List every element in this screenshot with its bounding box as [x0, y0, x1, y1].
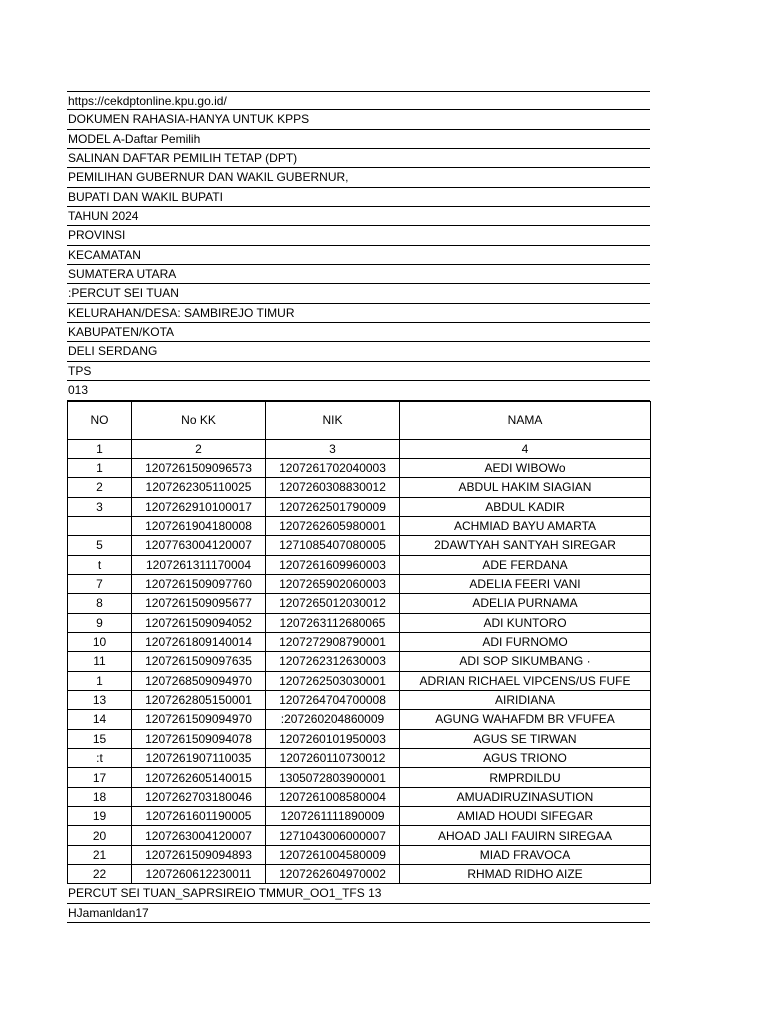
row-nama-cell: AMIAD HOUDI SIFEGAR	[400, 807, 651, 826]
table-row	[68, 787, 651, 806]
table-row	[68, 729, 651, 748]
table-row	[68, 536, 651, 555]
row-no-kk-cell: 1207261601190005	[132, 807, 266, 826]
row-nama-cell: ABDUL KADIR	[400, 497, 651, 516]
header-line: PEMILIHAN GUBERNUR DAN WAKIL GUBERNUR,	[67, 168, 650, 187]
row-no-cell: :t	[68, 749, 132, 768]
row-no-kk-cell: 1207261904180008	[132, 516, 266, 535]
row-no-cell: 14	[68, 710, 132, 729]
row-nama-cell: ACHMIAD BAYU AMARTA	[400, 516, 651, 535]
voter-rows	[68, 458, 651, 884]
row-no-cell: 5	[68, 536, 132, 555]
row-nama-cell: AGUS TRIONO	[400, 749, 651, 768]
row-no-kk-cell: 1207261509094970	[132, 710, 266, 729]
row-no-kk-cell: 1207261509097760	[132, 574, 266, 593]
header-line: DOKUMEN RAHASIA-HANYA UNTUK KPPS	[67, 110, 650, 129]
row-nik-cell: 1207261004580009	[266, 845, 400, 864]
table-row	[68, 497, 651, 516]
header-line: PROVINSI	[67, 226, 650, 245]
row-nik-cell: 1207262312630003	[266, 652, 400, 671]
table-row	[68, 845, 651, 864]
row-no-kk-cell: 1207262305110025	[132, 478, 266, 497]
row-no-kk-cell: 1207260612230011	[132, 865, 266, 884]
row-no-kk-cell: 1207763004120007	[132, 536, 266, 555]
row-no-kk-cell: 1207261509094893	[132, 845, 266, 864]
row-nama-cell: AMUADIRUZINASUTION	[400, 787, 651, 806]
document-sheet	[67, 91, 650, 923]
row-no-cell: 8	[68, 594, 132, 613]
row-nik-cell: 1207260101950003	[266, 729, 400, 748]
row-no-cell: 10	[68, 632, 132, 651]
table-row	[68, 516, 651, 535]
row-no-cell: 22	[68, 865, 132, 884]
header-line: BUPATI DAN WAKIL BUPATI	[67, 188, 650, 207]
row-nik-cell: 1271043006000007	[266, 826, 400, 845]
row-no-cell: 2	[68, 478, 132, 497]
header-line: :PERCUT SEI TUAN	[67, 284, 650, 303]
table-row	[68, 458, 651, 477]
table-row	[68, 632, 651, 651]
column-header-no: NO	[68, 401, 132, 439]
row-nik-cell: 1207262604970002	[266, 865, 400, 884]
row-no-cell: 17	[68, 768, 132, 787]
header-line: TAHUN 2024	[67, 207, 650, 226]
row-no-kk-cell: 1207261907110035	[132, 749, 266, 768]
row-no-cell: 18	[68, 787, 132, 806]
row-no-kk-cell: 1207261509096573	[132, 458, 266, 477]
column-index-row	[68, 439, 651, 458]
header-line: DELI SERDANG	[67, 342, 650, 361]
row-nik-cell: 1271085407080005	[266, 536, 400, 555]
footer-line: HJamanldan17	[67, 904, 650, 923]
row-no-cell: 21	[68, 845, 132, 864]
row-no-cell: 15	[68, 729, 132, 748]
row-nik-cell: 1207265012030012	[266, 594, 400, 613]
table-row	[68, 865, 651, 884]
row-nik-cell: 1207263112680065	[266, 613, 400, 632]
column-header-nik: NIK	[266, 401, 400, 439]
table-row	[68, 671, 651, 690]
row-nik-cell: 1207265902060003	[266, 574, 400, 593]
row-nama-cell: ADELIA FEERI VANI	[400, 574, 651, 593]
row-nik-cell: 1207264704700008	[266, 690, 400, 709]
row-nik-cell: 1207261609960003	[266, 555, 400, 574]
header-line: SALINAN DAFTAR PEMILIH TETAP (DPT)	[67, 149, 650, 168]
row-nik-cell: 1207260308830012	[266, 478, 400, 497]
document-header	[67, 91, 650, 401]
header-line: KECAMATAN	[67, 246, 650, 265]
row-nik-cell: 1207272908790001	[266, 632, 400, 651]
header-line: 013	[67, 381, 650, 400]
row-no-kk-cell: 1207268509094970	[132, 671, 266, 690]
table-row	[68, 574, 651, 593]
voter-list-table	[67, 401, 651, 885]
table-row	[68, 690, 651, 709]
table-header-row	[68, 401, 651, 439]
row-no-cell: 20	[68, 826, 132, 845]
row-no-cell: 3	[68, 497, 132, 516]
row-nik-cell: 1305072803900001	[266, 768, 400, 787]
column-index-cell: 1	[68, 439, 132, 458]
row-nama-cell: AGUNG WAHAFDM BR VFUFEA	[400, 710, 651, 729]
row-no-cell: 7	[68, 574, 132, 593]
column-index-cell: 3	[266, 439, 400, 458]
row-nama-cell: 2DAWTYAH SANTYAH SIREGAR	[400, 536, 651, 555]
table-row	[68, 613, 651, 632]
table-row	[68, 768, 651, 787]
row-nama-cell: ADI FURNOMO	[400, 632, 651, 651]
row-nama-cell: ADELIA PURNAMA	[400, 594, 651, 613]
footer-line: PERCUT SEI TUAN_SAPRSIREIO TMMUR_OO1_TFS 13	[67, 884, 650, 903]
row-no-cell: 1	[68, 458, 132, 477]
header-line: KELURAHAN/DESA: SAMBIREJO TIMUR	[67, 304, 650, 323]
row-nik-cell: 1207262503030001	[266, 671, 400, 690]
row-no-cell: 1	[68, 671, 132, 690]
row-nik-cell: 1207261008580004	[266, 787, 400, 806]
row-no-cell: 13	[68, 690, 132, 709]
row-nik-cell: 1207261111890009	[266, 807, 400, 826]
row-nama-cell: AHOAD JALI FAUIRN SIREGAA	[400, 826, 651, 845]
table-row	[68, 652, 651, 671]
row-nik-cell: :207260204860009	[266, 710, 400, 729]
header-line: SUMATERA UTARA	[67, 265, 650, 284]
column-header-nama: NAMA	[400, 401, 651, 439]
row-nik-cell: 1207262605980001	[266, 516, 400, 535]
column-index-cell: 2	[132, 439, 266, 458]
table-row	[68, 826, 651, 845]
row-nama-cell: RMPRDILDU	[400, 768, 651, 787]
row-no-kk-cell: 1207261509094052	[132, 613, 266, 632]
document-footer	[67, 884, 650, 923]
row-nama-cell: ADE FERDANA	[400, 555, 651, 574]
row-no-kk-cell: 1207262910100017	[132, 497, 266, 516]
row-no-kk-cell: 1207261509094078	[132, 729, 266, 748]
row-nik-cell: 1207262501790009	[266, 497, 400, 516]
header-line: MODEL A-Daftar Pemilih	[67, 130, 650, 149]
row-nik-cell: 1207260110730012	[266, 749, 400, 768]
row-no-cell	[68, 516, 132, 535]
row-no-kk-cell: 1207262703180046	[132, 787, 266, 806]
column-index-cell: 4	[400, 439, 651, 458]
row-nama-cell: ADI SOP SIKUMBANG ·	[400, 652, 651, 671]
row-nama-cell: RHMAD RIDHO AIZE	[400, 865, 651, 884]
table-row	[68, 594, 651, 613]
row-no-kk-cell: 1207262605140015	[132, 768, 266, 787]
row-nama-cell: AEDI WIBOWo	[400, 458, 651, 477]
table-row	[68, 710, 651, 729]
row-no-kk-cell: 1207261311170004	[132, 555, 266, 574]
table-row	[68, 749, 651, 768]
row-nama-cell: AGUS SE TIRWAN	[400, 729, 651, 748]
row-nama-cell: AIRIDIANA	[400, 690, 651, 709]
table-row	[68, 555, 651, 574]
row-no-kk-cell: 1207263004120007	[132, 826, 266, 845]
row-no-kk-cell: 1207261809140014	[132, 632, 266, 651]
row-nik-cell: 1207261702040003	[266, 458, 400, 477]
row-no-kk-cell: 1207262805150001	[132, 690, 266, 709]
row-no-kk-cell: 1207261509097635	[132, 652, 266, 671]
table-row	[68, 807, 651, 826]
row-no-cell: 19	[68, 807, 132, 826]
row-nama-cell: ABDUL HAKIM SIAGIAN	[400, 478, 651, 497]
row-no-cell: 9	[68, 613, 132, 632]
row-no-cell: t	[68, 555, 132, 574]
column-header-no-kk: No KK	[132, 401, 266, 439]
row-nama-cell: ADRIAN RICHAEL VIPCENS/US FUFE	[400, 671, 651, 690]
header-line: https://cekdptonline.kpu.go.id/	[67, 91, 650, 110]
header-line: KABUPATEN/KOTA	[67, 323, 650, 342]
row-no-cell: 11	[68, 652, 132, 671]
header-line: TPS	[67, 362, 650, 381]
row-nama-cell: MIAD FRAVOCA	[400, 845, 651, 864]
row-no-kk-cell: 1207261509095677	[132, 594, 266, 613]
row-nama-cell: ADI KUNTORO	[400, 613, 651, 632]
table-row	[68, 478, 651, 497]
